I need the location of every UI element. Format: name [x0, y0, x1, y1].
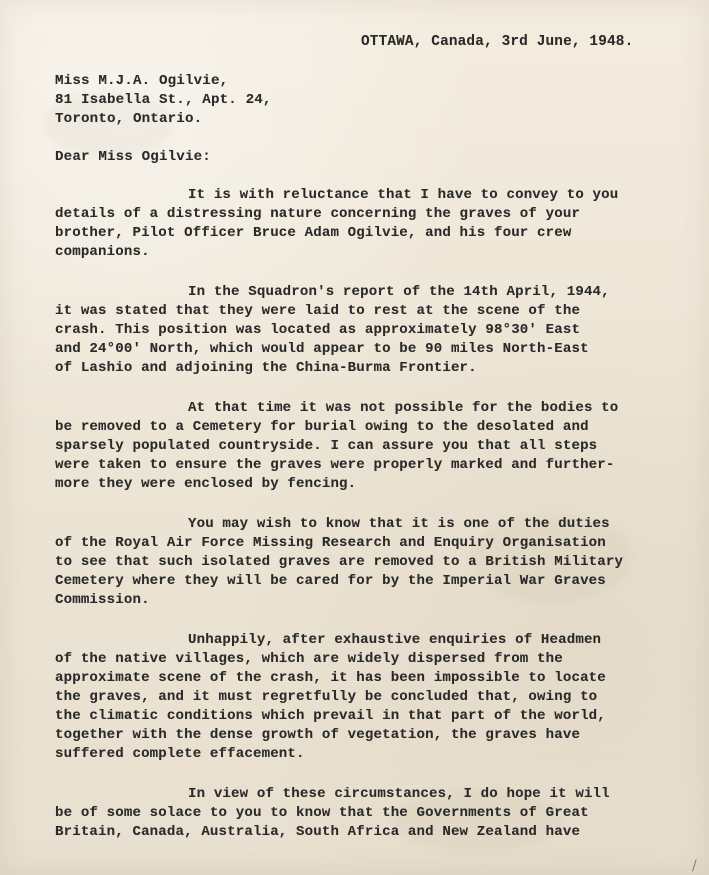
margin-mark: /: [692, 858, 697, 874]
paragraph-5-line-3: approximate scene of the crash, it has been impossible to locate: [55, 670, 606, 686]
paragraph-3-line-1: At that time it was not possible for the bodies to: [188, 400, 619, 416]
recipient-name: Miss M.J.A. Ogilvie,: [55, 73, 229, 89]
salutation: Dear Miss Ogilvie:: [55, 149, 211, 165]
paragraph-3-line-2: be removed to a Cemetery for burial owing to the desolated and: [55, 419, 589, 435]
dateline: OTTAWA, Canada, 3rd June, 1948.: [361, 34, 634, 50]
paragraph-4-line-2: of the Royal Air Force Missing Research and Enquiry Organisation: [55, 535, 606, 551]
paragraph-1-line-4: companions.: [55, 244, 150, 260]
paragraph-3-line-4: were taken to ensure the graves were properly marked and further-: [55, 457, 615, 473]
paragraph-4-line-4: Cemetery where they will be cared for by the Imperial War Graves: [55, 573, 606, 589]
paragraph-4-line-5: Commission.: [55, 592, 150, 608]
paragraph-6-line-1: In view of these circumstances, I do hope it will: [188, 786, 610, 802]
paragraph-5-line-4: the graves, and it must regretfully be concluded that, owing to: [55, 689, 598, 705]
paragraph-3-line-5: more they were enclosed by fencing.: [55, 476, 357, 492]
paragraph-5-line-5: the climatic conditions which prevail in that part of the world,: [55, 708, 606, 724]
recipient-address-line-2: Toronto, Ontario.: [55, 111, 203, 127]
paragraph-5-line-1: Unhappily, after exhaustive enquiries of Headmen: [188, 632, 602, 648]
paragraph-1-line-2: details of a distressing nature concerning the graves of your: [55, 206, 581, 222]
paragraph-6-line-2: be of some solace to you to know that the Governments of Great: [55, 805, 589, 821]
paragraph-1-line-1: It is with reluctance that I have to convey to you: [188, 187, 619, 203]
paragraph-5-line-2: of the native villages, which are widely dispersed from the: [55, 651, 563, 667]
paragraph-1-line-3: brother, Pilot Officer Bruce Adam Ogilvie, and his four crew: [55, 225, 572, 241]
recipient-address-line-1: 81 Isabella St., Apt. 24,: [55, 92, 272, 108]
paragraph-2-line-4: and 24°00' North, which would appear to be 90 miles North-East: [55, 341, 589, 357]
paragraph-2-line-3: crash. This position was located as approximately 98°30' East: [55, 322, 581, 338]
paragraph-5-line-7: suffered complete effacement.: [55, 746, 305, 762]
paragraph-5-line-6: together with the dense growth of vegetation, the graves have: [55, 727, 581, 743]
paragraph-2-line-5: of Lashio and adjoining the China-Burma Frontier.: [55, 360, 477, 376]
paragraph-2-line-2: it was stated that they were laid to rest at the scene of the: [55, 303, 581, 319]
paragraph-3-line-3: sparsely populated countryside. I can assure you that all steps: [55, 438, 598, 454]
paragraph-4-line-3: to see that such isolated graves are removed to a British Military: [55, 554, 624, 570]
paragraph-6-line-3: Britain, Canada, Australia, South Africa and New Zealand have: [55, 824, 581, 840]
paragraph-4-line-1: You may wish to know that it is one of the duties: [188, 516, 610, 532]
paragraph-2-line-1: In the Squadron's report of the 14th April, 1944,: [188, 284, 610, 300]
